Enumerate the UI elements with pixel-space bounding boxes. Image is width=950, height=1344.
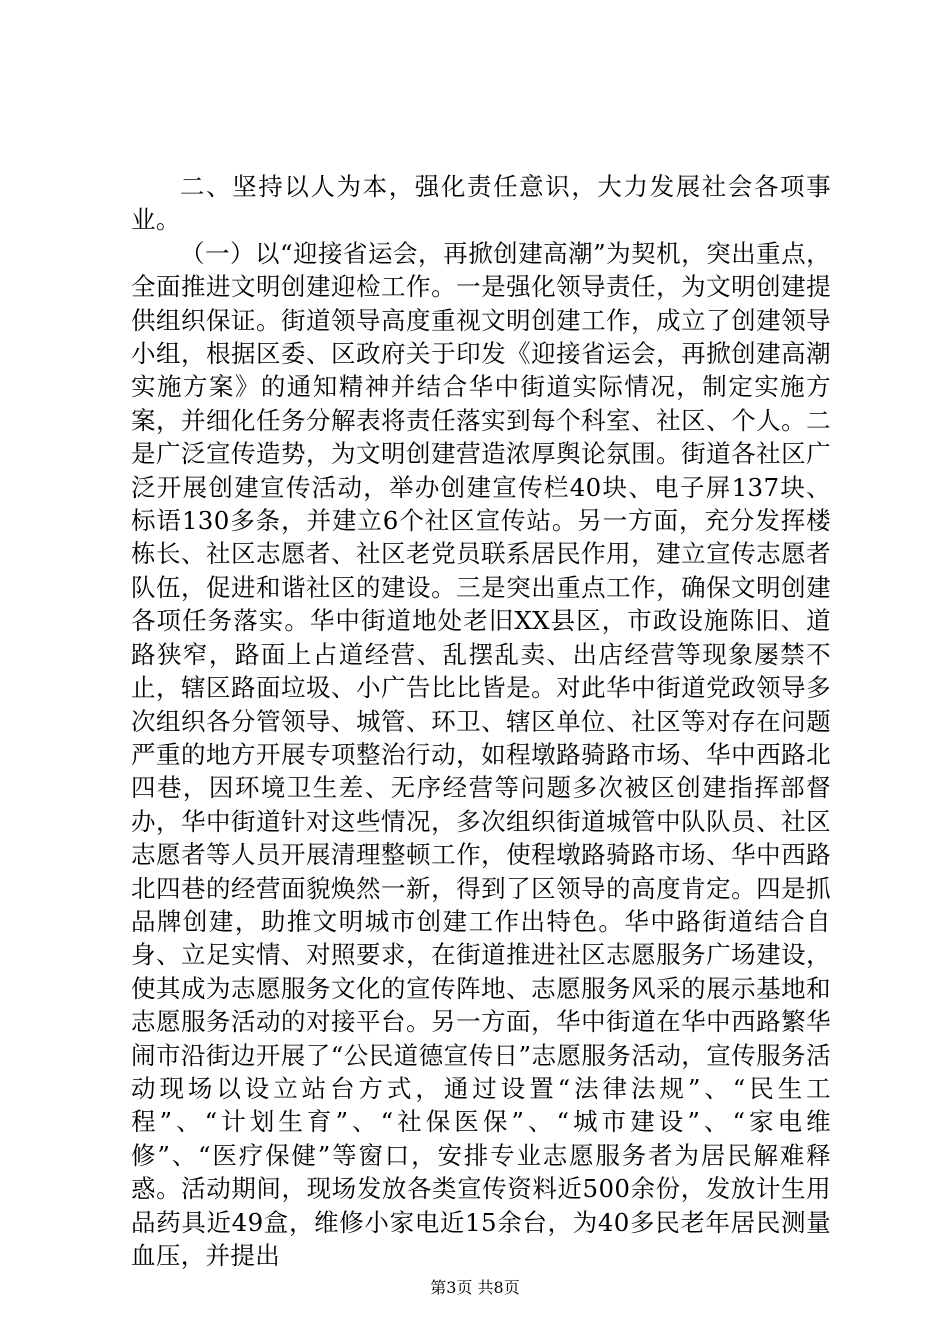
body-text [131,170,831,1272]
paragraph-body: （一）以“迎接省运会，再掀创建高潮”为契机，突出重点，全面推进文明创建迎检工作。一是强化领导责任，为文明创建提供组织保证。街道领导高度重视文明创建工作，成立了创建领导小组，根据区委、区政府关于印发《迎接省运会，再掀创建高潮实施方案》的通知精神并结合华中街道实际情况，制定实施方案，并细化任务分解表将责任落实到每个科室、社区、个人。二是广泛宣传造势，为文明创建营造浓厚舆论氛围。街道各社区广泛开展创建宣传活动，举办创建宣传栏40块、电子屏137块、标语130多条，并建立6个社区宣传站。另一方面，充分发挥楼栋长、社区志愿者、社区老党员联系居民作用，建立宣传志愿者队伍，促进和谐社区的建设。三是突出重点工作，确保文明创建各项任务落实。华中街道地处老旧XX县区，市政设施陈旧、道路狭窄，路面上占道经营、乱摆乱卖、出店经营等现象屡禁不止，辖区路面垃圾、小广告比比皆是。对此华中街道党政领导多次组织各分管领导、城管、环卫、辖区单位、社区等对存在问题严重的地方开展专项整治行动，如程墩路骑路市场、华中西路北四巷，因环境卫生差、无序经营等问题多次被区创建指挥部督办，华中街道针对这些情况，多次组织街道城管中队队员、社区志愿者等人员开展清理整顿工作，使程墩路骑路市场、华中西路北四巷的经营面貌焕然一新，得到了区领导的高度肯定。四是抓品牌创建，助推文明城市创建工作出特色。华中路街道结合自身、立足实情、对照要求，在街道推进社区志愿服务广场建设，使其成为志愿服务文化的宣传阵地、志愿服务风采的展示基地和志愿服务活动的对接平台。另一方面，华中街道在华中西路繁华闹市沿街边开展了“公民道德宣传日”志愿服务活动，宣传服务活动现场以设立站台方式，通过设置“法律法规”、“民生工程”、“计划生育”、“社保医保”、“城市建设”、“家电维修”、“医疗保健”等窗口，安排专业志愿服务者为居民解难释惑。活动期间，现场发放各类宣传资料近500余份，发放计生用品药具近49盒，维修小家电近15余台，为40多民老年居民测量血压，并提出 [131,238,831,1270]
page-number-footer: 第3页 共8页 [430,1278,520,1297]
paragraph-section-heading: 二、坚持以人为本，强化责任意识，大力发展社会各项事业。 [131,172,831,235]
